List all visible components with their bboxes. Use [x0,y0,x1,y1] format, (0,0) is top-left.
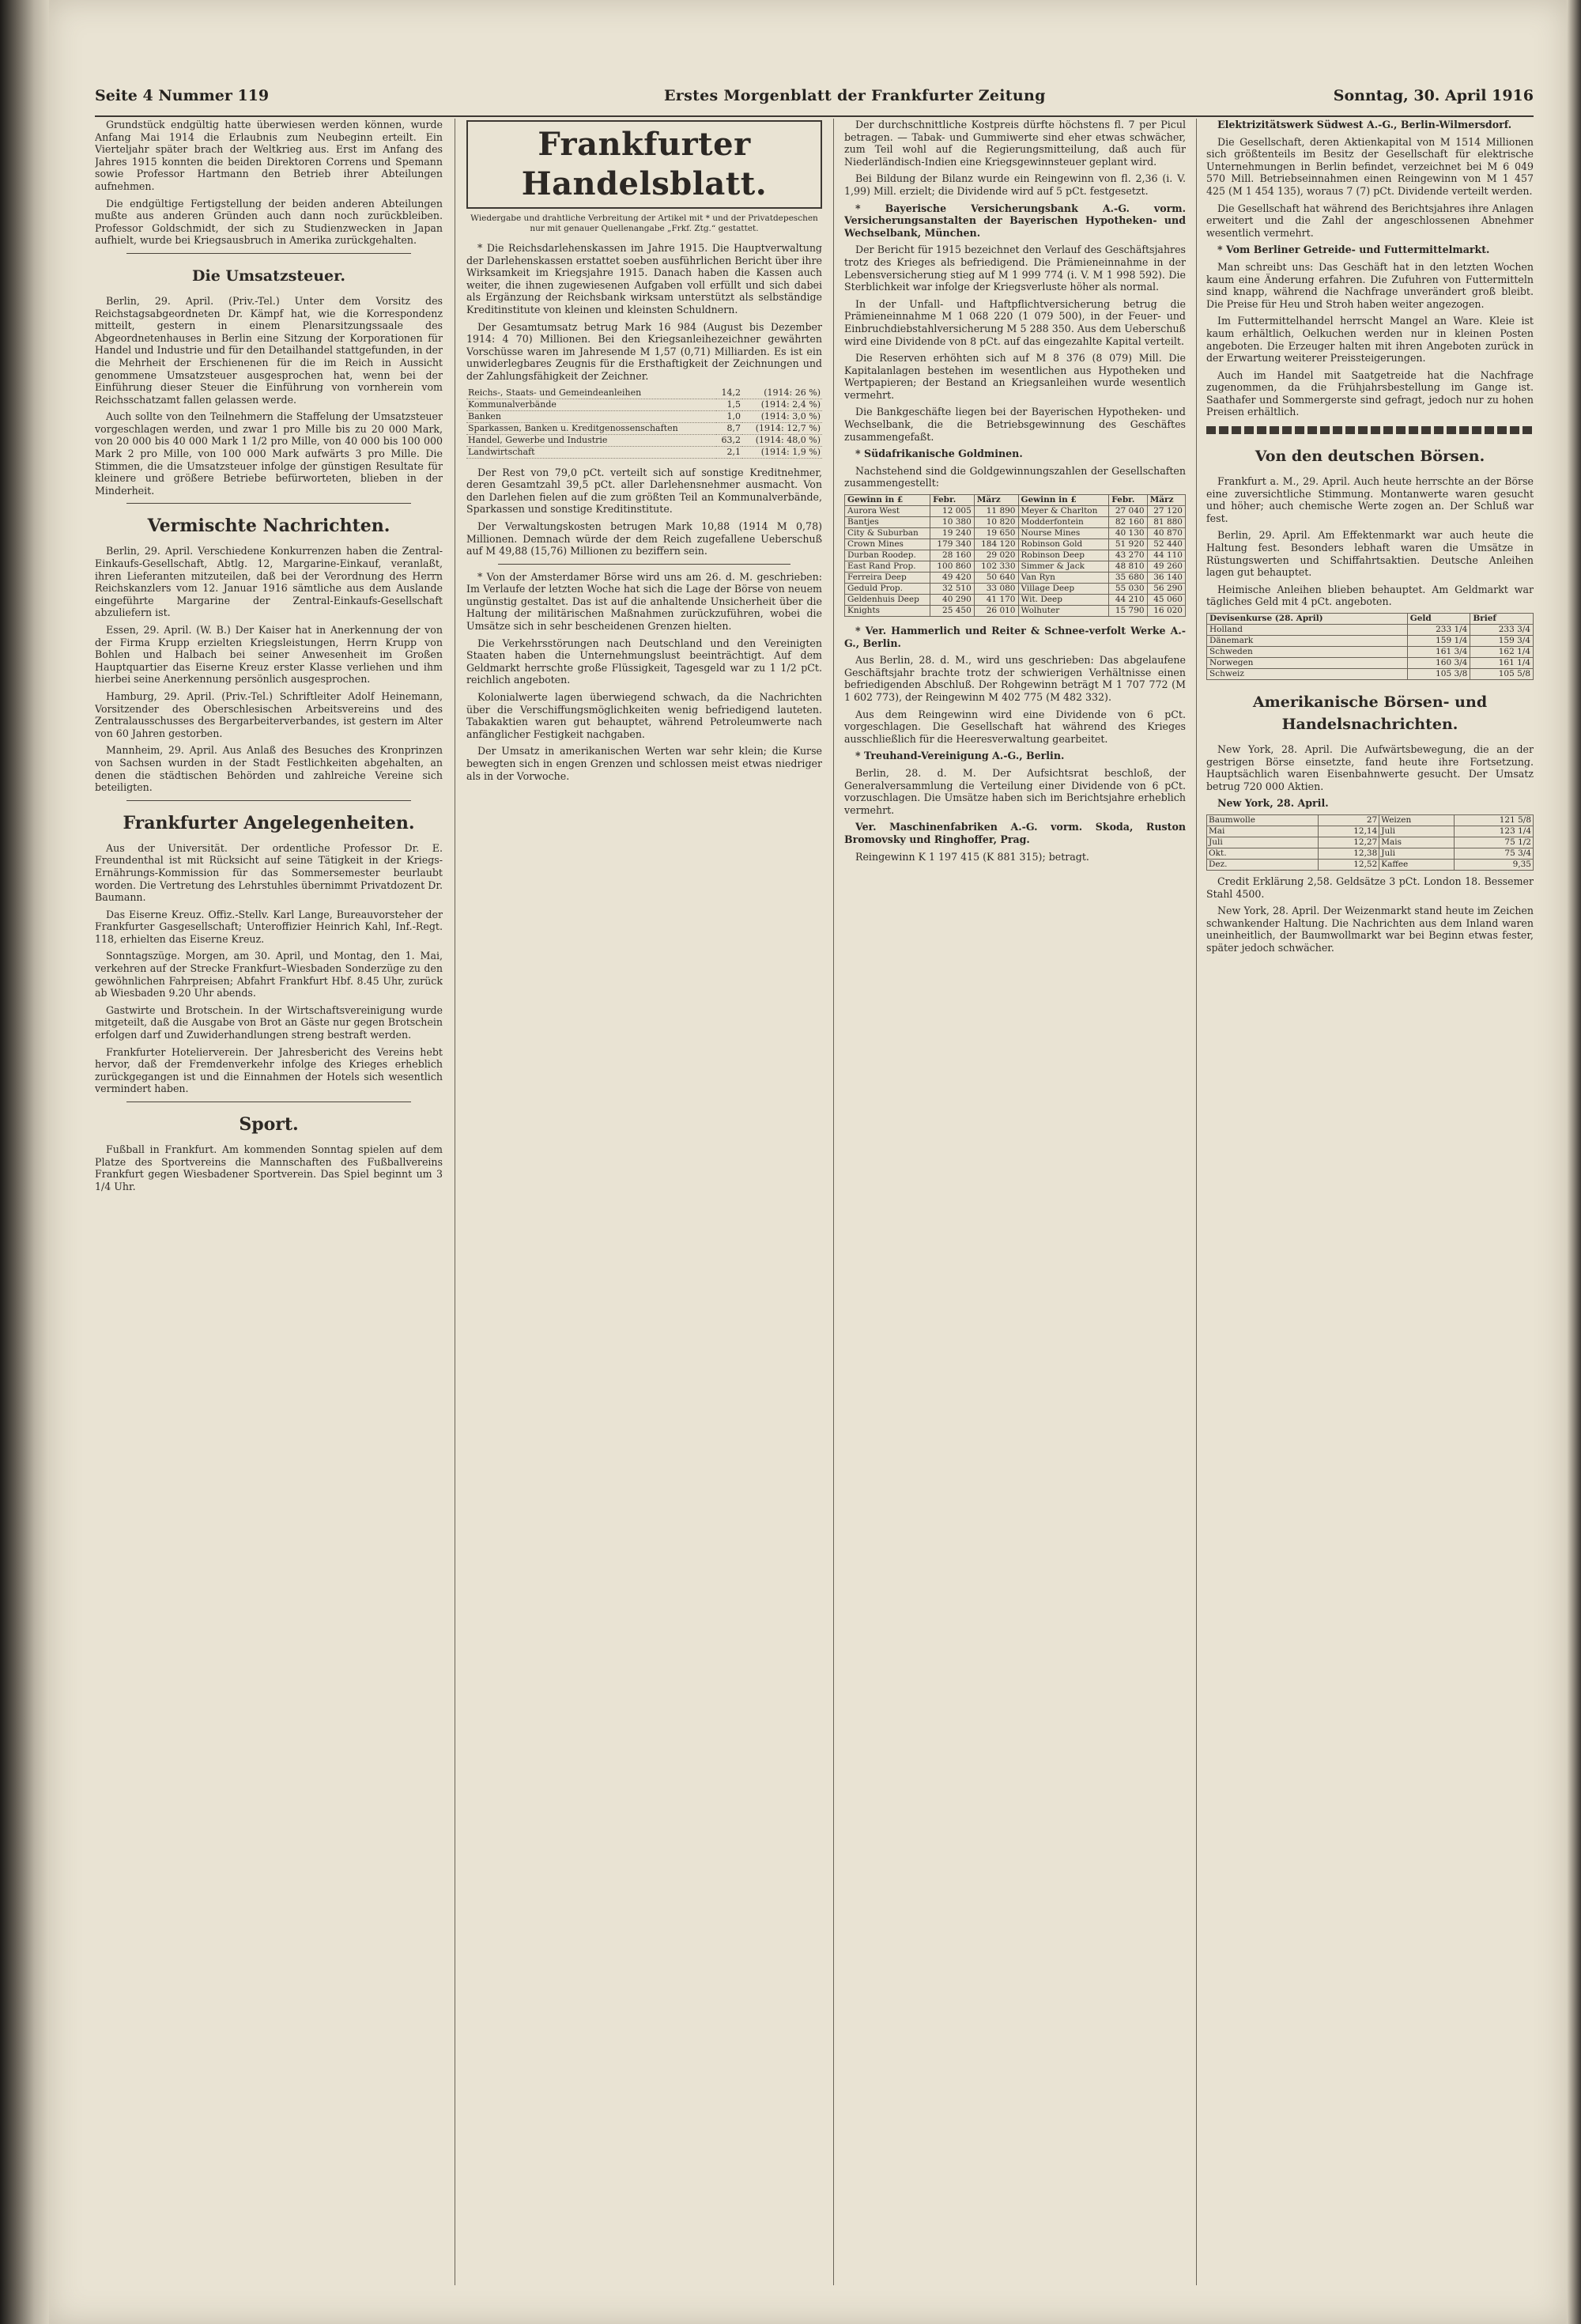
table-row [466,434,822,446]
table-cell: 27 120 [1147,506,1185,517]
handelsblatt-title: Frankfurter Handelsblatt. [466,120,822,209]
table-cell: (1914: 26 %) [742,387,822,399]
table-cell: 48 810 [1109,561,1147,572]
loan-distribution-table [466,387,822,459]
table-cell: Meyer & Charlton [1018,506,1109,517]
table-cell: 63,2 [716,434,742,446]
table-cell: 51 920 [1109,539,1147,550]
table-cell: Mai [1207,826,1319,837]
paragraph: Kolonialwerte lagen überwiegend schwach, da die Nachrichten über die Verschiffungsmöglichkeiten wenig befriedigend lauteten. Tabakaktien waren gut behauptet, während Petroleumwerte nach anfänglicher Festigkeit nachgaben. [466,691,822,740]
table-cell: 44 110 [1147,550,1185,561]
table-cell: Holland [1207,625,1408,636]
article-heading: * Südafrikanische Goldminen. [855,448,1023,460]
table-cell: Aurora West [845,506,930,517]
paragraph: Grundstück endgültig hatte überwiesen werden können, wurde Anfang Mai 1914 die Erlaubnis zum Neubeginn erteilt. Ein Vierteljahr später brach der Weltkrieg aus. Erst im Anfang des Jahres 1915 konnten die beiden Direktoren Correns und Spemann sowie Professor Hartmann den Betrieb ihrer Abteilungen aufnehmen. [95,119,443,192]
table-cell: (1914: 1,9 %) [742,446,822,458]
table-cell: Robinson Deep [1018,550,1109,561]
table-cell: 19 240 [930,528,975,539]
paragraph: Heimische Anleihen blieben behauptet. Am Geldmarkt war tägliches Geld mit 4 pCt. angeboten. [1206,583,1534,608]
table-cell: Simmer & Jack [1018,561,1109,572]
paragraph: Aus der Universität. Der ordentliche Professor Dr. E. Freundenthal ist mit Rücksicht auf seine Tätigkeit in der Kriegs-Ernährungs-Kommission für das Sommersemester beurlaubt worden. Die Vertretung des Lehrstuhles übernimmt Privatdozent Dr. Baumann. [95,841,443,904]
paragraph: Auch sollte von den Teilnehmern die Staffelung der Umsatzsteuer vorgeschlagen werden, und zwar 1 pro Mille bis zu 20 000 Mark, von 20 000 bis 40 000 Mark 1 1/2 pro Mille, von 40 000 bis 100 000 Mark 2 pro Mille, von 100 000 Mark aufwärts 3 pro Mille. Die Stimmen, die die Umsatzsteuer infolge der günstigen Resultate für kleinere und größere Betriebe befürworteten, blieben in der Minderheit. [95,410,443,497]
table-cell: 12,14 [1318,826,1379,837]
column-2 [466,119,822,2285]
paragraph: Berlin, 29. April. Verschiedene Konkurrenzen haben die Zentral-Einkaufs-Gesellschaft, Abtlg. 12, Margarine-Einkauf, veranlaßt, ihren Lieferanten mitzuteilen, daß bei der Verordnung des Herrn Reichskanzlers vom 12. Januar 1916 sämtliche aus dem Auslande eingeführte Margarine der Zentral-Einkaufs-Gesellschaft abzuliefern ist. [95,545,443,619]
table-header-cell: Febr. [1109,495,1147,506]
table-cell: Norwegen [1207,658,1408,669]
table-cell: 45 060 [1147,595,1185,606]
table-cell: Kaffee [1379,859,1455,870]
table-cell: 10 380 [930,517,975,528]
table-cell: Durban Roodep. [845,550,930,561]
table-cell: Handel, Gewerbe und Industrie [466,434,716,446]
paragraph: Berlin, 29. April. (Priv.-Tel.) Unter dem Vorsitz des Reichstagsabgeordneten Dr. Kämpf hat, wie die Korrespondenz mitteilt, gestern in einem Plenarsitzungssaale des Abgeordnetenhauses in Berlin eine Sitzung der Korporationen für Handel und Industrie und für den Detailhandel stattgefunden, in der die Mehrheit der Erschienenen für die im Reich in Aussicht genommene Umsatzsteuer ausgesprochen hat, wenn bei der Einführung dieser Steuer die Einführung von vornherein vom Reichsschatzamt fallen gelassen werde. [95,294,443,406]
paragraph: * Von der Amsterdamer Börse wird uns am 26. d. M. geschrieben: Im Verlaufe der letzten Woche hat sich die Lage der Börse von neuem ungünstig gestaltet. Das ist auf die anhaltende Unsicherheit über die Haltung der militärischen Maßnahmen zurückzuführen, wobei die Umsätze sich in sehr bescheidenen Grenzen hielten. [466,570,822,633]
table-cell: 161 1/4 [1470,658,1534,669]
table-cell: (1914: 3,0 %) [742,410,822,422]
paragraph: Frankfurt a. M., 29. April. Auch heute herrschte an der Börse eine zuversichtliche Stimmung. Montanwerte waren gesucht und höher; auch chemische Werte zogen an. Der Schluß war fest. [1206,475,1534,524]
table-row [466,399,822,410]
article-heading: * Treuhand-Vereinigung A.-G., Berlin. [855,750,1065,762]
table-cell: 56 290 [1147,584,1185,595]
table-cell: Juli [1207,837,1319,848]
table-cell: 19 650 [974,528,1018,539]
paragraph: Das Eiserne Kreuz. Offiz.-Stellv. Karl Lange, Bureauvorsteher der Frankfurter Gasgesellschaft; Unteroffizier Heinrich Kahl, Inf.-Regt. 118, erhielten das Eiserne Kreuz. [95,908,443,945]
table-row [466,387,822,399]
table-cell: 43 270 [1109,550,1147,561]
table-row [845,550,1186,561]
table-cell: Banken [466,410,716,422]
paragraph: Die endgültige Fertigstellung der beiden anderen Abteilungen mußte aus anderen Gründen auch dann noch zurückbleiben. Professor Goldschmidt, der sich zu Studienzwecken in Japan aufhielt, wurde bei Kriegsausbruch in Amerika zurückgehalten. [95,197,443,247]
table-header-cell: Febr. [930,495,975,506]
table-cell: East Rand Prop. [845,561,930,572]
table-cell: Van Ryn [1018,572,1109,584]
column-3 [844,119,1186,2285]
paragraph: Die Verkehrsstörungen nach Deutschland und den Vereinigten Staaten haben die Unternehmungslust beeinträchtigt. Auf dem Geldmarkt herrschte große Flüssigkeit, Tagesgeld war zu 1 1/2 pCt. reichlich angeboten. [466,637,822,686]
table-cell: 15 790 [1109,606,1147,617]
table-cell: Schweden [1207,647,1408,658]
divider [498,564,790,565]
table-cell: 161 3/4 [1407,647,1470,658]
table-cell: 159 3/4 [1470,636,1534,647]
table-cell: Reichs-, Staats- und Gemeindeanleihen [466,387,716,399]
column-4 [1206,119,1534,2285]
paragraph: Berlin, 28. d. M. Der Aufsichtsrat beschloß, der Generalversammlung die Verteilung einer Dividende von 6 pCt. vorzuschlagen. Die Umsätze haben sich im Berichtsjahre erheblich vermehrt. [844,766,1186,816]
table-cell: 49 420 [930,572,975,584]
paragraph: Reingewinn K 1 197 415 (K 881 315); betragt. [855,850,1089,863]
article-heading: * Vom Berliner Getreide- und Futtermittelmarkt. [1217,244,1490,256]
article-heading: Ver. Maschinenfabriken A.-G. vorm. Skoda, Ruston Bromovsky und Ringhoffer, Prag. [844,821,1186,845]
table-cell: 100 860 [930,561,975,572]
table-cell: 121 5/8 [1455,814,1534,826]
table-cell: Ferreira Deep [845,572,930,584]
table-cell: 2,1 [716,446,742,458]
article-heading: * Bayerische Versicherungsbank A.-G. vorm. Versicherungsanstalten der Bayerischen Hypotheken- und Wechselbank, München. [844,202,1186,239]
page-header [95,85,1534,117]
table-cell: 29 020 [974,550,1018,561]
column-rule [1196,119,1197,2285]
table-cell: (1914: 48,0 %) [742,434,822,446]
table-row [1207,859,1534,870]
paragraph: In der Unfall- und Haftpflichtversicherung betrug die Prämieneinnahme M 1 068 220 (1 079 500), in der Feuer- und Einbruchdiebstahlversicherung M 5 288 350. Aus dem Ueberschuß wird eine Dividende von 8 pCt. auf das eingezahlte Kapital verteilt. [844,297,1186,347]
table-cell: 55 030 [1109,584,1147,595]
paragraph: Mannheim, 29. April. Aus Anlaß des Besuches des Kronprinzen von Sachsen wurden in der Stadt Festlichkeiten abgehalten, an denen die städtischen Behörden und zahlreiche Vereine sich beteiligten. [95,744,443,794]
table-cell: Sparkassen, Banken u. Kreditgenossenschaften [466,422,716,434]
table-cell: 233 1/4 [1407,625,1470,636]
paragraph: * Die Reichsdarlehenskassen im Jahre 1915. Die Hauptverwaltung der Darlehenskassen erstattet soeben ausführlichen Bericht über ihre Wirksamkeit im Kriegsjahre 1915. Danach haben die Kassen auch weiter, die ihnen zugewiesenen Aufgaben voll erfüllt und sich dabei als Ergänzung der Reichsbank wirksam unterstützt als selbständige Kreditinstitute von kleinen und kleinsten Schuldnern. [466,242,822,316]
paragraph: Essen, 29. April. (W. B.) Der Kaiser hat in Anerkennung der von der Firma Krupp erzielten Kriegsleistungen, Herrn Krupp von Bohlen und Halbach bei seiner Anwesenheit im Großen Hauptquartier das Eiserne Kreuz erster Klasse verliehen und ihm hierbei seine Anerkennung persönlich ausgesprochen. [95,624,443,686]
table-cell: 44 210 [1109,595,1147,606]
table-cell: 33 080 [974,584,1018,595]
newyork-table [1206,814,1534,871]
table-cell: 16 020 [1147,606,1185,617]
table-cell: Modderfontein [1018,517,1109,528]
paragraph: Der Gesamtumsatz betrug Mark 16 984 (August bis Dezember 1914: 4 70) Millionen. Bei den Kriegsanleihezeichner gewährten Vorschüsse waren im Jahresende M 1,57 (0,71) Milliarden. Es ist ein unwiderlegbares Zeugnis für die Ersthaftigkeit der Zeichnungen und der Zahlungsfähigkeit der Zeichner. [466,320,822,382]
devisen-table [1206,613,1534,680]
paragraph: Auch im Handel mit Saatgetreide hat die Nachfrage zugenommen, da die Frühjahrsbestellung im Gange ist. Saathafer und Sommergerste sind gefragt, jedoch nur zu hohen Preisen erhältlich. [1206,368,1534,418]
table-cell: 105 3/8 [1407,669,1470,680]
table-row [845,584,1186,595]
paragraph: Aus Berlin, 28. d. M., wird uns geschrieben: Das abgelaufene Geschäftsjahr brachte trotz der schwierigen Verhältnisse einen befriedigenden Abschluß. Der Rohgewinn beträgt M 1 707 772 (M 1 602 773), der Reingewinn M 402 775 (M 482 332). [844,654,1186,703]
table-cell: 11 890 [974,506,1018,517]
table-cell: 75 1/2 [1455,837,1534,848]
table-row [1207,669,1534,680]
reprint-note: Wiedergabe und drahtliche Verbreitung der Artikel mit * und der Privatdepeschen nur mit genauer Quellenangabe „Frkf. Ztg.“ gestattet. [470,214,818,233]
column-1 [95,119,443,2285]
table-cell: 75 3/4 [1455,848,1534,859]
table-cell: 1,5 [716,399,742,410]
book-binding [0,0,49,2324]
table-row [1207,837,1534,848]
table-row [845,595,1186,606]
paragraph: Berlin, 29. April. Am Effektenmarkt war auch heute die Haltung fest. Besonders lebhaft waren die Umsätze in Rüstungswerten und Schiffahrtsaktien. Deutsche Anleihen lagen gut behauptet. [1206,529,1534,579]
table-cell: Wolhuter [1018,606,1109,617]
table-header-cell: Gewinn in £ [1018,495,1109,506]
table-row [466,446,822,458]
table-row [1207,848,1534,859]
paragraph: Nachstehend sind die Goldgewinnungszahlen der Gesellschaften zusammengestellt: [844,464,1186,489]
section-title: Von den deutschen Börsen. [1255,448,1485,466]
table-cell: Wit. Deep [1018,595,1109,606]
paragraph: Die Reserven erhöhten sich auf M 8 376 (8 079) Mill. Die Kapitalanlagen bestehen im wesentlichen aus Hypotheken und Wertpapieren; der Bestand an Kriegsanleihen wurde wesentlich vermehrt. [844,352,1186,401]
table-row [466,410,822,422]
table-cell: Juli [1379,826,1455,837]
divider [126,800,411,801]
table-header-cell: Brief [1470,614,1534,625]
table-cell: 159 1/4 [1407,636,1470,647]
table-cell: 82 160 [1109,517,1147,528]
paragraph: Bei Bildung der Bilanz wurde ein Reingewinn von fl. 2,36 (i. V. 1,99) Mill. erzielt; die Dividende wird auf 5 pCt. festgesetzt. [844,172,1186,197]
article-heading: * Ver. Hammerlich und Reiter & Schnee-verfolt Werke A.-G., Berlin. [844,625,1186,649]
table-row [1207,826,1534,837]
paragraph: Die Gesellschaft, deren Aktienkapital von M 1514 Millionen sich größtenteils im Besitz der Gesellschaft für elektrische Unternehmungen in Berlin befindet, verzeichnet bei M 6 049 570 Mill. Betriebseinnahmen einen Reingewinn von M 1 457 425 (M 1 454 135), woraus 7 (7) pCt. Dividende verteilt werden. [1206,135,1534,197]
table-cell: Knights [845,606,930,617]
paragraph: Die Gesellschaft hat während des Berichtsjahres ihre Anlagen erweitert und die Zahl der angeschlossenen Abnehmer wesentlich vermehrt. [1206,202,1534,239]
paragraph: New York, 28. April. Die Aufwärtsbewegung, die an der gestrigen Börse einsetzte, fand heute ihre Fortsetzung. Hauptsächlich waren Eisenbahnwerte gesucht. Der Umsatz betrug 720 000 Aktien. [1206,743,1534,792]
table-cell: 123 1/4 [1455,826,1534,837]
table-cell: 50 640 [974,572,1018,584]
section-title: Vermischte Nachrichten. [147,516,391,537]
table-cell: 27 [1318,814,1379,826]
table-cell: 184 120 [974,539,1018,550]
paragraph: Die Bankgeschäfte liegen bei der Bayerischen Hypotheken- und Wechselbank, die die Betriebsgewinnung des Geschäftes zusammengefaßt. [844,406,1186,443]
divider [126,503,411,504]
table-row [1207,814,1534,826]
table-cell: 32 510 [930,584,975,595]
paragraph: Credit Erklärung 2,58. Geldsätze 3 pCt. London 18. Bessemer Stahl 4500. [1206,875,1534,900]
table-cell: 12,27 [1318,837,1379,848]
table-header-cell: März [1147,495,1185,506]
table-header-cell: März [974,495,1018,506]
table-header-cell: Devisenkurse (28. April) [1207,614,1408,625]
table-cell: 10 820 [974,517,1018,528]
table-cell: 179 340 [930,539,975,550]
table-cell: 41 170 [974,595,1018,606]
table-header-cell: Gewinn in £ [845,495,930,506]
table-cell: Crown Mines [845,539,930,550]
ornament-bar [1206,426,1534,434]
table-cell: 25 450 [930,606,975,617]
paragraph: Frankfurter Hotelierverein. Der Jahresbericht des Vereins hebt hervor, daß der Fremdenverkehr infolge des Krieges erheblich zurückgegangen ist und die Einnahmen der Hotels sich wesentlich vermindert haben. [95,1045,443,1095]
table-row [845,606,1186,617]
table-cell: 12,38 [1318,848,1379,859]
table-row [845,539,1186,550]
page-number: Seite 4 Nummer 119 [95,87,270,104]
section-title: Sport. [239,1114,299,1135]
table-cell: 52 440 [1147,539,1185,550]
table-cell: 233 3/4 [1470,625,1534,636]
table-cell: Dänemark [1207,636,1408,647]
table-cell: 162 1/4 [1470,647,1534,658]
table-cell: 35 680 [1109,572,1147,584]
table-row [845,528,1186,539]
table-cell: 102 330 [974,561,1018,572]
table-cell: (1914: 12,7 %) [742,422,822,434]
table-cell: 40 130 [1109,528,1147,539]
table-cell: 49 260 [1147,561,1185,572]
table-cell: Juli [1379,848,1455,859]
table-row [466,422,822,434]
table-cell: 9,35 [1455,859,1534,870]
paragraph: Der Verwaltungskosten betrugen Mark 10,88 (1914 M 0,78) Millionen. Demnach würde der dem Reich zugefallene Ueberschuß auf M 49,88 (15,76) Millionen zu beziffern sein. [466,520,822,557]
table-cell: 105 5/8 [1470,669,1534,680]
table-cell: 14,2 [716,387,742,399]
divider [126,253,411,254]
table-cell: Schweiz [1207,669,1408,680]
issue-date: Sonntag, 30. April 1916 [1333,87,1534,104]
column-rule [833,119,834,2285]
table-cell: Robinson Gold [1018,539,1109,550]
table-row [1207,647,1534,658]
article-heading: Elektrizitätswerk Südwest A.-G., Berlin-Wilmersdorf. [1217,119,1512,130]
table-cell: 81 880 [1147,517,1185,528]
table-row [1207,658,1534,669]
table-cell: Village Deep [1018,584,1109,595]
table-title: New York, 28. April. [1217,797,1329,810]
paragraph: Im Futtermittelhandel herrscht Mangel an Ware. Kleie ist kaum erhältlich, Oelkuchen werden nur in kleinen Posten angeboten. Die Erzeuger halten mit ihren Angeboten zurück in der Erwartung weiterer Preissteigerungen. [1206,315,1534,365]
table-row [845,561,1186,572]
table-cell: Baumwolle [1207,814,1319,826]
table-cell: 28 160 [930,550,975,561]
table-header-cell: Geld [1407,614,1470,625]
paragraph: Gastwirte und Brotschein. In der Wirtschaftsvereinigung wurde mitgeteilt, daß die Ausgabe von Brot an Gäste nur gegen Brotschein erfolgen darf und Zuwiderhandlungen streng bestraft werden. [95,1003,443,1041]
table-cell: (1914: 2,4 %) [742,399,822,410]
table-cell: Mais [1379,837,1455,848]
table-cell: Geduld Prop. [845,584,930,595]
table-cell: 27 040 [1109,506,1147,517]
paragraph: New York, 28. April. Der Weizenmarkt stand heute im Zeichen schwankender Haltung. Die Nachrichten aus dem Inland waren uneinheitlich, der Baumwollmarkt war bei Beginn etwas fester, später jedoch schwächer. [1206,905,1534,954]
table-cell: 26 010 [974,606,1018,617]
masthead: Erstes Morgenblatt der Frankfurter Zeitung [664,87,1046,104]
table-cell: Geldenhuis Deep [845,595,930,606]
table-cell: 160 3/4 [1407,658,1470,669]
table-cell: Dez. [1207,859,1319,870]
table-row [845,506,1186,517]
table-cell: 40 290 [930,595,975,606]
table-cell: 1,0 [716,410,742,422]
table-cell: Landwirtschaft [466,446,716,458]
paragraph: Aus dem Reingewinn wird eine Dividende von 6 pCt. vorgeschlagen. Die Gesellschaft hat während des Krieges ausschließlich für die Heeresverwaltung gearbeitet. [844,708,1186,745]
table-cell: 36 140 [1147,572,1185,584]
paragraph: Sonntagszüge. Morgen, am 30. April, und Montag, den 1. Mai, verkehren auf der Strecke Frankfurt–Wiesbaden Sonderzüge zu den gewöhnlichen Fahrpreisen; Abfahrt Frankfurt Hbf. 8.45 Uhr, zurück ab Wiesbaden 9.20 Uhr abends. [95,950,443,1000]
table-row [1207,625,1534,636]
table-cell: 12 005 [930,506,975,517]
table-row [845,517,1186,528]
paragraph: Hamburg, 29. April. (Priv.-Tel.) Schriftleiter Adolf Heinemann, Vorsitzender des Oberschlesischen Arbeitsvereins und des Zentralausschusses des Bergarbeiterverbandes, ist gestern im Alter von 60 Jahren gestorben. [95,690,443,739]
goldmine-table [844,494,1186,617]
table-row [1207,636,1534,647]
paragraph: Der Rest von 79,0 pCt. verteilt sich auf sonstige Kreditnehmer, deren Gesamtzahl 39,5 pCt. aller Darlehensnehmer ausmacht. Von den Darlehen fielen auf die zum größten Teil an Kommunalverbände, Sparkassen und sonstige Kreditinstitute. [466,466,822,516]
table-row [845,572,1186,584]
section-title: Die Umsatzsteuer. [192,266,345,285]
paragraph: Der Bericht für 1915 bezeichnet den Verlauf des Geschäftsjahres trotz des Krieges als befriedigend. Die Prämieneinnahme in der Lebensversicherung stieg auf M 1 999 774 (i. V. M 1 998 592). Die Sterblichkeit war infolge der Kriegsverluste höher als normal. [844,244,1186,293]
paragraph: Fußball in Frankfurt. Am kommenden Sonntag spielen auf dem Platze des Sportvereins die Mannschaften des Fußballvereins Frankfurt gegen Wiesbadener Sportverein. Das Spiel beginnt um 3 1/4 Uhr. [95,1143,443,1192]
page-edge [1567,0,1581,2324]
paragraph: Man schreibt uns: Das Geschäft hat in den letzten Wochen kaum eine Änderung erfahren. Die Zufuhren von Futtermitteln sind knapp, während die Nachfrage unverändert groß bleibt. Die Preise für Heu und Stroh haben weiter angezogen. [1206,260,1534,310]
table-cell: 8,7 [716,422,742,434]
table-cell: Kommunalverbände [466,399,716,410]
table-cell: Weizen [1379,814,1455,826]
table-cell: Okt. [1207,848,1319,859]
table-cell: 40 870 [1147,528,1185,539]
table-cell: 12,52 [1318,859,1379,870]
table-cell: City & Suburban [845,528,930,539]
section-title: Frankfurter Angelegenheiten. [123,812,415,833]
table-cell: Nourse Mines [1018,528,1109,539]
table-cell: Bantjes [845,517,930,528]
paragraph: Der durchschnittliche Kostpreis dürfte höchstens fl. 7 per Picul betragen. — Tabak- und Gummiwerte sind eher etwas schwächer, zum Teil wohl auf die Regierungsmitteilung, daß auch für Niederländisch-Indien eine Kriegsgewinnsteuer geplant wird. [844,119,1186,168]
section-title: Amerikanische Börsen- und Handelsnachrichten. [1252,693,1488,733]
paragraph: Der Umsatz in amerikanischen Werten war sehr klein; die Kurse bewegten sich in engen Grenzen und schlossen meist etwas niedriger als in der Vorwoche. [466,745,822,782]
